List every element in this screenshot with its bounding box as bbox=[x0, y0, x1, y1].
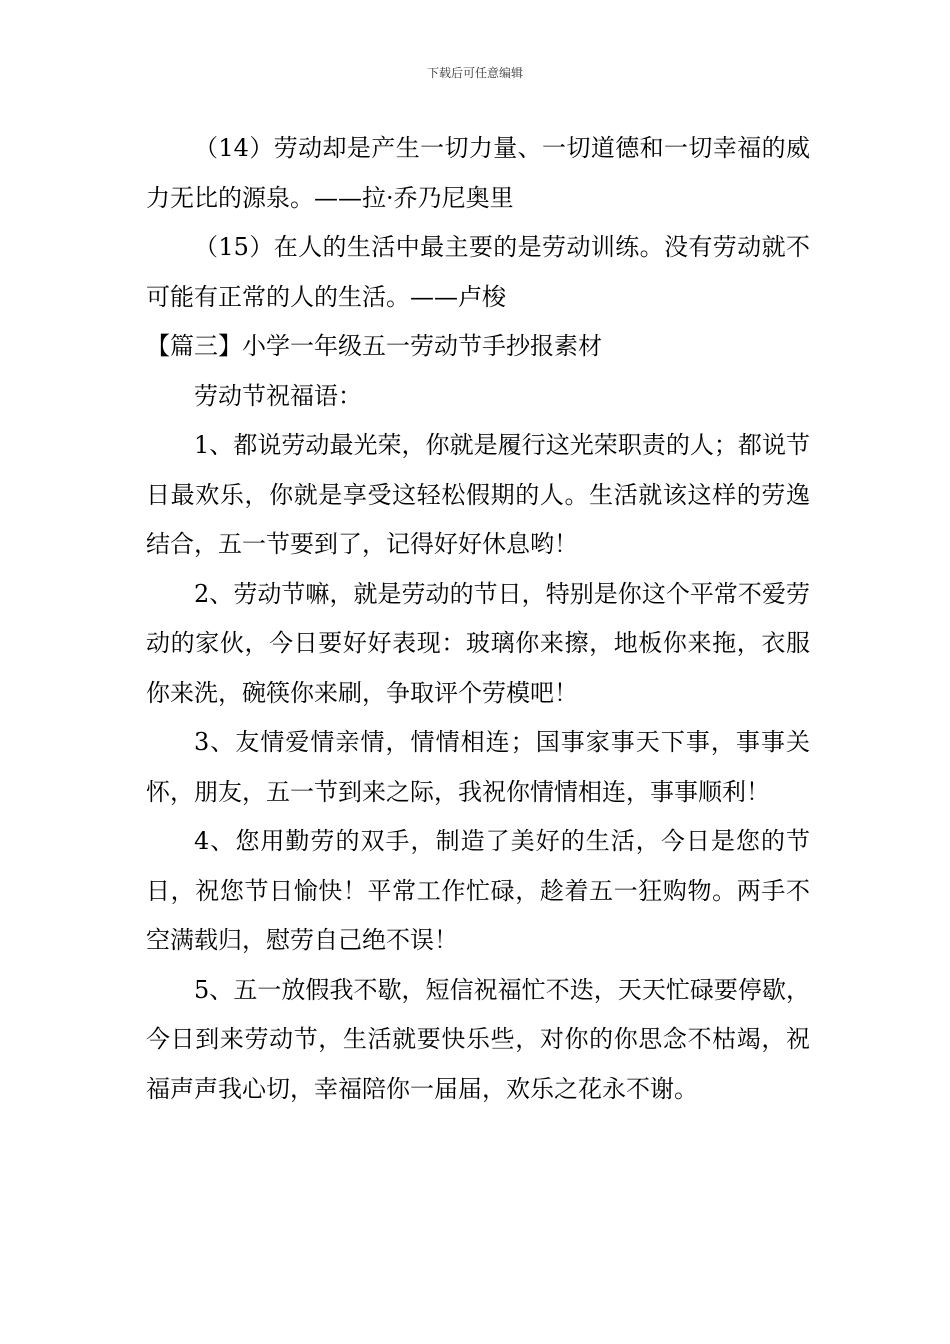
blessing-4-paragraph: 4、您用勤劳的双手，制造了美好的生活，今日是您的节日，祝您节日愉快！平常工作忙碌，趁着五一狂购物。两手不空满载归，慰劳自己绝不误！ bbox=[146, 827, 810, 954]
section-heading: 【篇三】小学一年级五一劳动节手抄报素材 bbox=[146, 332, 602, 360]
page-header: 下载后可任意编辑 bbox=[426, 66, 523, 80]
quote-15-paragraph: （15）在人的生活中最主要的是劳动训练。没有劳动就不可能有正常的人的生活。——卢梭 bbox=[146, 233, 810, 311]
document-body bbox=[146, 124, 810, 1114]
blessing-5-paragraph: 5、五一放假我不歇，短信祝福忙不迭，天天忙碌要停歇，今日到来劳动节，生活就要快乐些，对你的你思念不枯竭，祝福声声我心切，幸福陪你一届届，欢乐之花永不谢。 bbox=[146, 975, 810, 1103]
quote-14-paragraph: （14）劳动却是产生一切力量、一切道德和一切幸福的威力无比的源泉。——拉·乔乃尼奥里 bbox=[146, 134, 810, 212]
subheading-paragraph: 劳动节祝福语： bbox=[194, 381, 362, 410]
blessing-2-paragraph: 2、劳动节嘛，就是劳动的节日，特别是你这个平常不爱劳动的家伙，今日要好好表现：玻璃你来擦，地板你来拖，衣服你来洗，碗筷你来刷，争取评个劳模吧！ bbox=[146, 579, 810, 707]
blessing-1-paragraph: 1、都说劳动最光荣，你就是履行这光荣职责的人；都说节日最欢乐，你就是享受这轻松假期的人。生活就该这样的劳逸结合，五一节要到了，记得好好休息哟！ bbox=[146, 431, 810, 558]
blessing-3-paragraph: 3、友情爱情亲情，情情相连；国事家事天下事，事事关怀，朋友，五一节到来之际，我祝你情情相连，事事顺利！ bbox=[146, 728, 810, 806]
